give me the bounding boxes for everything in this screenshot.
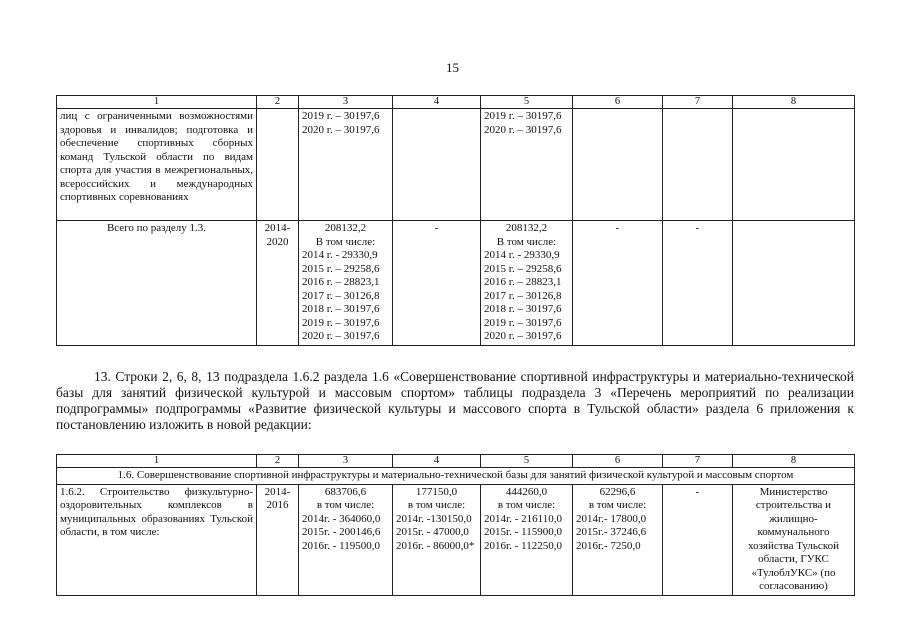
- table-section-1-6: [56, 454, 855, 596]
- table-section-1-3: [56, 95, 855, 346]
- funding-label: в том числе:: [497, 499, 556, 511]
- funding-line: 2014г. -130150,0: [396, 512, 472, 525]
- header-cell: 3: [299, 455, 393, 468]
- funding-line: 2014 г. - 29330,9: [484, 249, 560, 261]
- row-description: 1.6.2. Строительство физкультурно-оздоровительных комплексов в муниципальных образованиях Тульской области, в том числе:: [57, 484, 257, 595]
- funding-line: 2015г. - 47000,0: [396, 526, 469, 538]
- header-cell: 2: [257, 96, 299, 109]
- funding-line: 2018 г. – 30197,6: [302, 303, 380, 315]
- funding-line: 2020 г. – 30197,6: [302, 330, 380, 342]
- funding-line: 2016г. - 112250,0: [484, 539, 563, 552]
- funding-line: 2019 г. – 30197,6: [302, 316, 380, 329]
- funding-line: 2020 г. – 30197,6: [302, 123, 380, 136]
- dash-cell: -: [663, 221, 733, 346]
- table-row: [57, 109, 855, 221]
- header-cell: 6: [573, 455, 663, 468]
- funding-sum: 683706,6: [324, 485, 367, 498]
- funding-label: в том числе:: [316, 499, 375, 511]
- funding-sum: 208132,2: [324, 222, 367, 234]
- header-cell: 6: [573, 96, 663, 109]
- funding-line: 2016г.- 7250,0: [576, 539, 641, 552]
- header-cell: 7: [663, 455, 733, 468]
- funding-line: 2020 г. – 30197,6: [484, 330, 562, 342]
- funding-regional-cell: [481, 221, 573, 346]
- funding-line: 2015 г. – 29258,6: [484, 262, 562, 275]
- header-cell: 4: [393, 455, 481, 468]
- funding-line: 2020 г. – 30197,6: [484, 123, 562, 136]
- funding-total-cell: [299, 484, 393, 595]
- period-line: 2020: [266, 235, 289, 248]
- header-cell: 3: [299, 96, 393, 109]
- header-cell: 8: [733, 455, 855, 468]
- funding-label: в том числе:: [588, 499, 647, 511]
- funding-sum: 444260,0: [505, 485, 548, 498]
- section-title: 1.6. Совершенствование спортивной инфраструктуры и материально-технической базы для занятий физической культурой и массовым спортом: [57, 468, 855, 485]
- funding-line: 2014г.- 17800,0: [576, 512, 647, 525]
- period-cell: [257, 221, 299, 346]
- funding-line: 2015г. - 115900,0: [484, 526, 563, 538]
- funding-sum: 208132,2: [505, 222, 548, 234]
- empty-cell: [393, 109, 481, 221]
- page-number: 15: [446, 60, 459, 75]
- amendment-paragraph: 13. Строки 2, 6, 8, 13 подраздела 1.6.2 раздела 1.6 «Совершенствование спортивной инфраструктуры и материально-технической базы для занятий физической культурой и массовым спортом» таблицы подраздела 3 «Перечень мероприятий по реализации подпрограммы» подпрограммы «Развитие физической культуры и массового спорта в Тульской области» раздела 6 приложения к постановлению изложить в новой редакции:: [56, 369, 854, 432]
- table-header-row: [57, 455, 855, 468]
- funding-line: 2016г. - 86000,0*: [396, 539, 475, 552]
- header-cell: 7: [663, 96, 733, 109]
- funding-label: В том числе:: [496, 235, 557, 248]
- funding-line: 2019 г. – 30197,6: [484, 110, 562, 122]
- table-row: [57, 221, 855, 346]
- funding-line: 2015г.- 37246,6: [576, 526, 647, 538]
- funding-municipal-cell: [573, 484, 663, 595]
- header-cell: 5: [481, 96, 573, 109]
- header-cell: 8: [733, 96, 855, 109]
- empty-cell: [733, 221, 855, 346]
- header-cell: 4: [393, 96, 481, 109]
- funding-total-cell: [299, 221, 393, 346]
- responsible-executor: Министерство строительства и жилищно-коммунального хозяйства Тульской области, ГУКС «ТулоблУКС» (по согласованию): [733, 484, 855, 595]
- row-description: Всего по разделу 1.3.: [57, 221, 257, 346]
- funding-label: В том числе:: [315, 235, 376, 248]
- header-cell: 2: [257, 455, 299, 468]
- funding-line: 2014г. - 364060,0: [302, 512, 381, 525]
- funding-line: 2014г. - 216110,0: [484, 512, 563, 525]
- period-line: 2016: [266, 499, 289, 511]
- funding-line: 2016г. - 119500,0: [302, 539, 381, 552]
- row-description: лиц с ограниченными возможностями здоровья и инвалидов; подготовка и обеспечение спортивных сборных команд Тульской области по видам спорта для участия в межрегиональных, всероссийских и международных спортивных соревнованиях: [57, 109, 257, 221]
- empty-cell: [663, 109, 733, 221]
- funding-sum: 177150,0: [415, 485, 458, 498]
- table-row: [57, 484, 855, 595]
- funding-federal-cell: [393, 484, 481, 595]
- funding-line: 2017 г. – 30126,8: [484, 289, 562, 302]
- funding-line: 2016 г. – 28823,1: [484, 276, 562, 288]
- dash-cell: -: [393, 221, 481, 346]
- funding-regional-cell: [481, 484, 573, 595]
- funding-line: 2019 г. – 30197,6: [484, 316, 562, 329]
- funding-line: 2015 г. – 29258,6: [302, 262, 380, 275]
- funding-line: 2018 г. – 30197,6: [484, 303, 562, 315]
- funding-line: 2019 г. – 30197,6: [302, 110, 380, 122]
- funding-line: 2014 г. - 29330,9: [302, 249, 378, 261]
- dash-cell: -: [573, 221, 663, 346]
- funding-regional-cell: [481, 109, 573, 221]
- header-cell: 1: [57, 455, 257, 468]
- funding-sum: 62296,6: [599, 485, 636, 498]
- funding-line: 2015г. - 200146,6: [302, 526, 381, 538]
- empty-cell: [733, 109, 855, 221]
- section-title-row: [57, 468, 855, 485]
- header-cell: 1: [57, 96, 257, 109]
- funding-label: в том числе:: [407, 499, 466, 511]
- period-line: 2014-: [264, 222, 291, 234]
- period-cell: [257, 484, 299, 595]
- empty-cell: [573, 109, 663, 221]
- funding-line: 2016 г. – 28823,1: [302, 276, 380, 288]
- header-cell: 5: [481, 455, 573, 468]
- dash-cell: -: [663, 484, 733, 595]
- empty-cell: [257, 109, 299, 221]
- table-header-row: [57, 96, 855, 109]
- period-line: 2014-: [264, 485, 291, 498]
- funding-line: 2017 г. – 30126,8: [302, 289, 380, 302]
- funding-total-cell: [299, 109, 393, 221]
